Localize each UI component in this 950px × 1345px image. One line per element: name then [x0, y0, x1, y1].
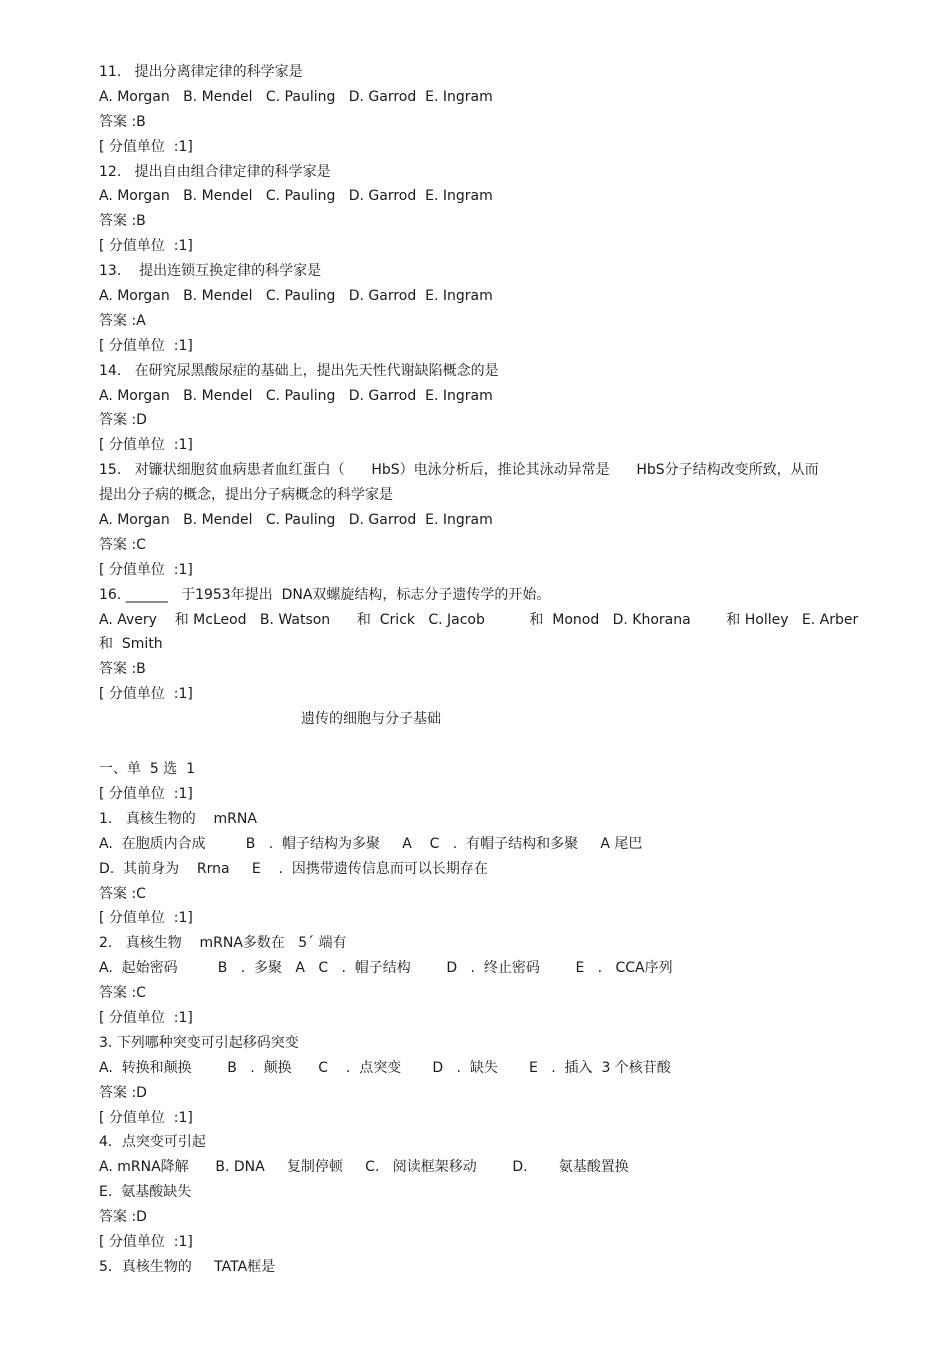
question-block-genetics-history — [99, 60, 859, 707]
text-line: 2. 真核生物 mRNA多数在 5´ 端有 — [99, 935, 347, 952]
text-line: 11. 提出分离律定律的科学家是 — [99, 64, 303, 80]
text-line: 提出分子病的概念，提出分子病概念的科学家是 — [99, 487, 393, 504]
text-line: [ 分值单位 :1] — [99, 910, 193, 927]
text-line: [ 分值单位 :1] — [99, 337, 193, 354]
text-line: 答案 :A — [99, 312, 146, 329]
text-line: 14. 在研究尿黑酸尿症的基础上，提出先天性代谢缺陷概念的是 — [99, 362, 499, 379]
text-line: 答案 :B — [99, 213, 146, 230]
text-line: 答案 :C — [99, 885, 146, 902]
text-line: 13. 提出连锁互换定律的科学家是 — [99, 263, 322, 280]
section-title: 遗传的细胞与分子基础 — [301, 711, 441, 728]
text-line: 答案 :D — [99, 1209, 147, 1226]
text-line: A. 在胞质内合成 B . 帽子结构为多聚 A C . 有帽子结构和多聚 A 尾巴 — [99, 835, 643, 852]
text-line: 5．真核生物的 TATA框是 — [99, 1258, 276, 1275]
text-line: A. Avery 和 McLeod B. Watson 和 Crick C. Jacob 和 Monod D. Khorana 和 Holley E. Arber — [99, 611, 859, 628]
document-page — [99, 60, 859, 1280]
text-line: 答案 :B — [99, 113, 146, 130]
spacer — [99, 732, 859, 757]
text-line: A. Morgan B. Mendel C. Pauling D. Garrod E. Ingram — [99, 188, 493, 205]
text-line: A. Morgan B. Mendel C. Pauling D. Garrod E. Ingram — [99, 88, 493, 105]
text-line: 答案 :D — [99, 1084, 147, 1101]
text-line: 15. 对镰状细胞贫血病患者血红蛋白（ HbS）电泳分析后，推论其泳动异常是 HbS分子结构改变所致，从而 — [99, 462, 819, 479]
text-line: A. 转换和颠换 B . 颠换 C . 点突变 D . 缺失 E . 插入 3 个核苷酸 — [99, 1059, 671, 1076]
question-block-molecular-basis — [99, 757, 859, 1280]
text-line: 一、单 5 选 1 — [99, 761, 196, 778]
text-line: A. Morgan B. Mendel C. Pauling D. Garrod E. Ingram — [99, 512, 493, 529]
text-line: A. mRNA降解 B. DNA 复制停顿 C. 阅读框架移动 D. 氨基酸置换 — [99, 1159, 629, 1176]
text-line: A. 起始密码 B . 多聚 A C . 帽子结构 D . 终止密码 E . CCA序列 — [99, 960, 673, 977]
text-line: [ 分值单位 :1] — [99, 1109, 193, 1126]
text-line: [ 分值单位 :1] — [99, 1009, 193, 1026]
text-line: [ 分值单位 :1] — [99, 138, 193, 155]
text-line: D. 其前身为 Rrna E . 因携带遗传信息而可以长期存在 — [99, 860, 488, 877]
text-line: [ 分值单位 :1] — [99, 561, 193, 578]
text-line: 和 Smith — [99, 636, 163, 653]
text-line: 4．点突变可引起 — [99, 1134, 206, 1151]
text-line: E. 氨基酸缺失 — [99, 1184, 192, 1201]
text-line: 答案 :B — [99, 661, 146, 678]
text-line: A. Morgan B. Mendel C. Pauling D. Garrod E. Ingram — [99, 387, 493, 404]
text-line: 16. ______ 于1953年提出 DNA双螺旋结构，标志分子遗传学的开始。 — [99, 586, 551, 603]
text-line: 1. 真核生物的 mRNA — [99, 810, 257, 827]
text-line: [ 分值单位 :1] — [99, 1233, 193, 1250]
text-line: 答案 :C — [99, 985, 146, 1002]
text-line: 答案 :D — [99, 412, 147, 429]
text-line: [ 分值单位 :1] — [99, 238, 193, 255]
text-line: 12. 提出自由组合律定律的科学家是 — [99, 163, 331, 180]
text-line: 3. 下列哪种突变可引起移码突变 — [99, 1034, 299, 1051]
text-line: A. Morgan B. Mendel C. Pauling D. Garrod E. Ingram — [99, 288, 493, 305]
text-line: [ 分值单位 :1] — [99, 437, 193, 454]
text-line: 答案 :C — [99, 536, 146, 553]
text-line: [ 分值单位 :1] — [99, 785, 193, 802]
text-line: [ 分值单位 :1] — [99, 686, 193, 703]
